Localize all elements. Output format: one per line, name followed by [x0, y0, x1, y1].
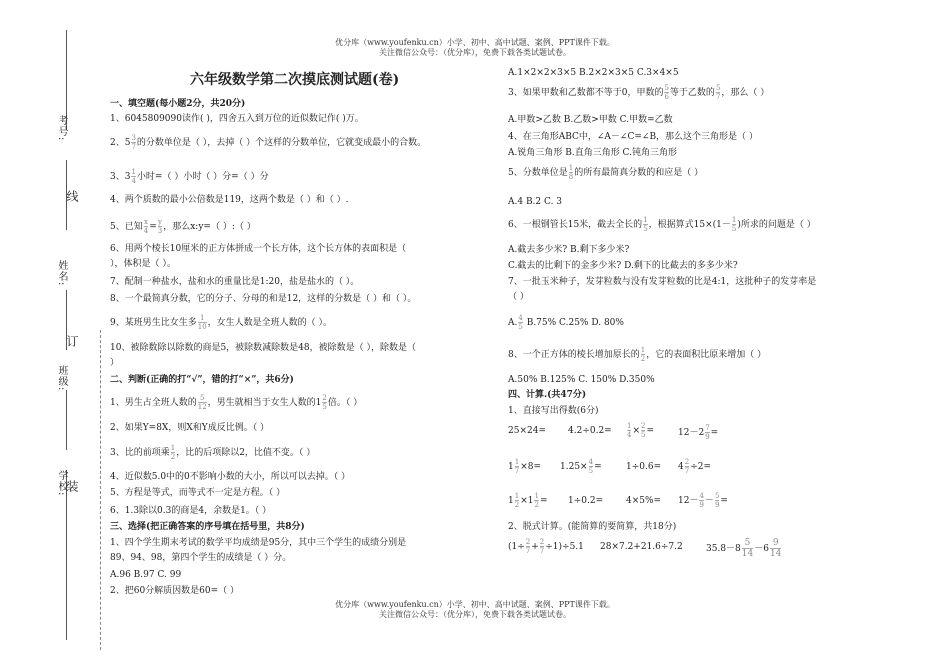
fraction: $\frac{5}{14}$: [741, 538, 754, 559]
calc-r2c4: [678, 458, 711, 475]
c5-options: A.4 B.2 C. 3: [508, 197, 563, 207]
calc-r1c4: [678, 424, 718, 441]
fraction: $\frac{1}{2}$: [640, 346, 646, 363]
q3-text-a: 3、3: [110, 172, 131, 182]
c8-text-b: ，它的表面积比原来增加（ ）: [646, 350, 767, 360]
c4-options: A.锐角三角形 B.直角三角形 C.钝角三角形: [508, 148, 677, 158]
c2: 2、把60分解质因数是60=（ ）: [110, 586, 240, 596]
calc-r1c4-a: 12－2: [678, 428, 705, 438]
q4: 4、两个质数的最小公倍数是119，这两个数是（ ）和（ ）.: [110, 195, 349, 205]
fraction: $\frac{5}{9}$: [714, 492, 720, 509]
fraction: $\frac{1}{10}$: [197, 314, 207, 331]
q3: [110, 168, 269, 185]
class-label: 班级:: [56, 365, 67, 392]
step-expr-1-b: +: [531, 542, 539, 552]
q9: [110, 314, 332, 331]
calc-r2c4-b: ÷2=: [690, 462, 712, 472]
calc-r2c1: [508, 458, 541, 475]
page-title: 六年级数学第二次摸底测试题(卷): [190, 72, 400, 88]
calc-r3c3: 4×5%=: [626, 496, 662, 506]
page-footer: [0, 600, 950, 620]
calc-r2c1-a: 1: [508, 462, 514, 472]
fraction: $\frac{9}{14}$: [769, 538, 782, 559]
j1-text-a: 1、男生占全班人数的: [110, 398, 197, 408]
j6: 6、1.3除以0.3的商是4，余数是1。（ ）: [110, 506, 272, 516]
j1: [110, 394, 362, 411]
fraction: $\frac{1}{8}$: [568, 164, 574, 181]
fraction: $\frac{4}{5}$: [588, 458, 594, 475]
c1-options: A.96 B.97 C. 99: [110, 570, 182, 580]
j5: 5、方程是等式，而等式不一定是方程。（ ）: [110, 488, 286, 498]
footer-line2: 关注微信公众号：（优分库），免费下载各类试题试卷。: [379, 610, 571, 619]
fraction: $\frac{7}{9}$: [705, 424, 710, 441]
c8-options: A.50% B.125% C. 150% D.350%: [508, 375, 655, 385]
calc-r2c4-a: 4: [678, 462, 684, 472]
line-mark: 线: [65, 190, 79, 203]
fraction: $\frac{x}{4}$: [143, 218, 149, 235]
calc-r3c1-a: 1: [508, 496, 514, 506]
calc-r1c3-eq: =: [646, 426, 655, 436]
calc-r1c3: $\frac{1}{4}$ × $\frac{2}{5}$ =: [627, 422, 655, 439]
section-judge: 二、判断(正确的打“√”，错的打“×”，共6分): [110, 375, 294, 385]
header-line2: 关注微信公众号：（优分库），免费下载各类试题试卷。: [379, 48, 571, 57]
calc-r3c4-c: =: [720, 496, 728, 506]
calc-r3c4-b: －: [704, 496, 714, 506]
fraction: $\frac{2}{5}$: [322, 394, 327, 411]
section-fill-blank: 一、填空题(每小题2分，共20分): [110, 99, 246, 109]
j3-text-b: ，比的后项除以2，比值不变。（ ）: [176, 448, 316, 458]
j2: 2、如果Y=8X，则X和Y成反比例。（ ）: [110, 423, 270, 433]
fraction: $\frac{1}{4}$: [627, 422, 632, 439]
c3-options: A.甲数>乙数 B.乙数>甲数 C.甲数=乙数: [508, 115, 673, 125]
step-expr-1-a: (1÷: [508, 542, 525, 552]
q6-line2: ），体积是（ ）。: [110, 259, 176, 269]
step-expr-2: 28×7.2+21.6÷7.2: [600, 542, 683, 552]
calc-r2c2-a: 1.25×: [560, 462, 588, 472]
c5-text-a: 5、分数单位是: [508, 168, 568, 178]
calc-step-title: 2、脱式计算。(能简算的要简算，共18分): [508, 522, 677, 532]
c6-options-1: A.截去多少米? B.剩下多少米?: [508, 245, 630, 255]
calc-r2c1-b: ×8=: [520, 462, 542, 472]
j1-text-b: ，男生就相当于女生人数的1: [207, 398, 322, 408]
fraction: $\frac{3}{7}$: [131, 134, 136, 151]
calc-r3c4-a: 12－: [678, 496, 699, 506]
c5-text-b: 的所有最简真分数的和应是（ ）: [574, 168, 704, 178]
q10-line2: ）: [110, 358, 120, 368]
c3: [508, 84, 769, 101]
c6-text-b: ，根据算式15×(1－: [648, 220, 731, 230]
calc-r3c1-b: ×1: [520, 496, 534, 506]
calc-direct-title: 1、直接写出得数(6分): [508, 406, 599, 416]
fraction: $\frac{2}{5}$: [641, 422, 646, 439]
header-line1: 优分库（www.youfenku.cn）小学、初中、高中试题、案例、PPT课件下载。: [335, 38, 615, 47]
q2-text-b: 的分数单位是（ ），去掉（ ）个这样的分数单位，它就变成最小的合数。: [136, 138, 427, 148]
ding-mark: 订: [65, 335, 79, 348]
j4: 4、近似数5.0中的0不影响小数的大小，所以可以去掉。（ ）: [110, 472, 351, 482]
name-label: 姓名:: [56, 260, 67, 287]
c7-options: [508, 314, 624, 331]
c7-opt-rest: B.75% C.25% D. 80%: [523, 318, 624, 328]
fraction: $\frac{1}{2}$: [534, 492, 539, 509]
q10-line1: 10、被除数除以除数的商是5，被除数减除数是48，被除数是（ ），除数是（: [110, 343, 416, 353]
step-expr-3: [706, 538, 782, 559]
c8: [508, 346, 766, 363]
q3-text-b: 小时=（ ）小时（ ）分=（ ）分: [136, 172, 269, 182]
q8: 8、一个最简真分数，它的分子、分母的和是12，这样的分数是（ ）和（ ）。: [110, 294, 417, 304]
q7: 7、配制一种盐水，盐和水的重量比是1:20，盐是盐水的（ ）。: [110, 277, 360, 287]
c4: 4、在三角形ABC中，∠A－∠C=∠B，那么这个三角形是（ ）: [508, 132, 758, 142]
j1-text-c: 倍。（ ）: [327, 398, 363, 408]
c2-options: A.1×2×2×3×5 B.2×2×3×5 C.3×4×5: [508, 68, 679, 78]
c7-opt-a: A.: [508, 318, 518, 328]
footer-line1: 优分库（www.youfenku.cn）小学、初中、高中试题、案例、PPT课件下载。: [335, 600, 615, 609]
fraction: $\frac{2}{7}$: [539, 538, 545, 555]
calc-r3c4: [678, 492, 728, 509]
q5-text-a: 5、已知: [110, 222, 143, 232]
binding-dashed-line: [100, 330, 101, 650]
j3: [110, 444, 315, 461]
fraction: $\frac{y}{3}$: [157, 218, 163, 235]
zhuang-mark: 装: [65, 480, 79, 493]
q9-text-b: ，女生人数是全班人数的（ ）。: [207, 318, 333, 328]
q2-text-a: 2、5: [110, 138, 131, 148]
fraction: $\frac{1}{5}$: [731, 216, 737, 233]
c3-text-c: ，那么（ ）: [721, 88, 770, 98]
fraction: $\frac{4}{5}$: [518, 314, 523, 331]
step-expr-3-b: －6: [754, 544, 769, 554]
exam-no-label: 考号:: [56, 115, 67, 142]
calc-r1c4-b: =: [710, 428, 719, 438]
q2: [110, 134, 426, 151]
section-choice: 三、选择(把正确答案的序号填在括号里，共8分): [110, 522, 305, 532]
school-label: 学校:: [56, 470, 67, 497]
step-expr-1: [508, 538, 584, 555]
fraction: $\frac{5}{12}$: [197, 394, 207, 411]
c7-line2: （ ）: [508, 292, 529, 302]
c6: [508, 216, 816, 233]
fraction: $\frac{1}{4}$: [131, 168, 136, 185]
calc-r3c1: [508, 492, 548, 509]
c1-line2: 89、94、98，第四个学生的成绩是（ ）分。: [110, 553, 292, 563]
c6-text-c: )所求的问题是（ ）: [737, 220, 816, 230]
fraction: $\frac{1}{7}$: [514, 458, 520, 475]
c5: [508, 164, 703, 181]
page-header: [0, 38, 950, 58]
c6-text-a: 6、一根钢管长15米，截去全长的: [508, 220, 643, 230]
calc-r2c3: 1÷0.6=: [626, 462, 662, 472]
c8-text-a: 8、一个正方体的棱长增加原长的: [508, 350, 640, 360]
calc-r3c2: 1÷0.2=: [568, 496, 604, 506]
c3-text-b: 等于乙数的: [669, 88, 715, 98]
calc-r1c2: 4.2÷0.2=: [568, 426, 612, 436]
fraction: $\frac{4}{9}$: [699, 492, 704, 509]
calc-r3c1-c: =: [539, 496, 548, 506]
c7-line1: 7、一批玉米种子，发芽粒数与没有发芽粒数的比是4:1，这批种子的发芽率是: [508, 277, 817, 287]
c6-options-2: C.截去的比剩下的金多少米? D.剩下的比截去的多多少米?: [508, 261, 738, 271]
q5-text-b: ，那么x:y=（ ）:（ ）: [163, 222, 256, 232]
fraction: $\frac{5}{7}$: [715, 84, 721, 101]
binding-line-4: [66, 390, 67, 450]
fraction: $\frac{5}{6}$: [664, 84, 669, 101]
fraction: $\frac{2}{7}$: [684, 458, 690, 475]
fraction: $\frac{2}{7}$: [525, 538, 531, 555]
j3-text-a: 3、比的前项乘: [110, 448, 170, 458]
fraction: $\frac{1}{5}$: [643, 216, 648, 233]
section-calculate: 四、计算.(共47分): [508, 390, 587, 400]
step-expr-1-c: ÷1)÷5.1: [545, 542, 584, 552]
q6-line1: 6、用两个棱长10厘米的正方体拼成一个长方体，这个长方体的表面积是（: [110, 244, 407, 254]
fraction: $\frac{1}{2}$: [170, 444, 176, 461]
step-expr-3-a: 35.8－8: [706, 544, 741, 554]
c3-text-a: 3、如果甲数和乙数都不等于0，甲数的: [508, 88, 664, 98]
calc-r2c2-b: =: [594, 462, 602, 472]
c1-line1: 1、四个学生期末考试的数学平均成绩是95分，其中三个学生的成绩分别是: [110, 538, 407, 548]
calc-r2c2: [560, 458, 602, 475]
calc-r1c1: 25×24=: [508, 426, 546, 436]
q5: 5、已知 $\frac{x}{4}$ = $\frac{y}{3}$ ，那么x:y=（ ）:（ ）: [110, 218, 256, 235]
q1: 1、6045809090读作( )，四舍五入到万位的近似数记作( )万。: [110, 114, 364, 124]
q9-text-a: 9、某班男生比女生多: [110, 318, 197, 328]
fraction: $\frac{1}{2}$: [514, 492, 520, 509]
